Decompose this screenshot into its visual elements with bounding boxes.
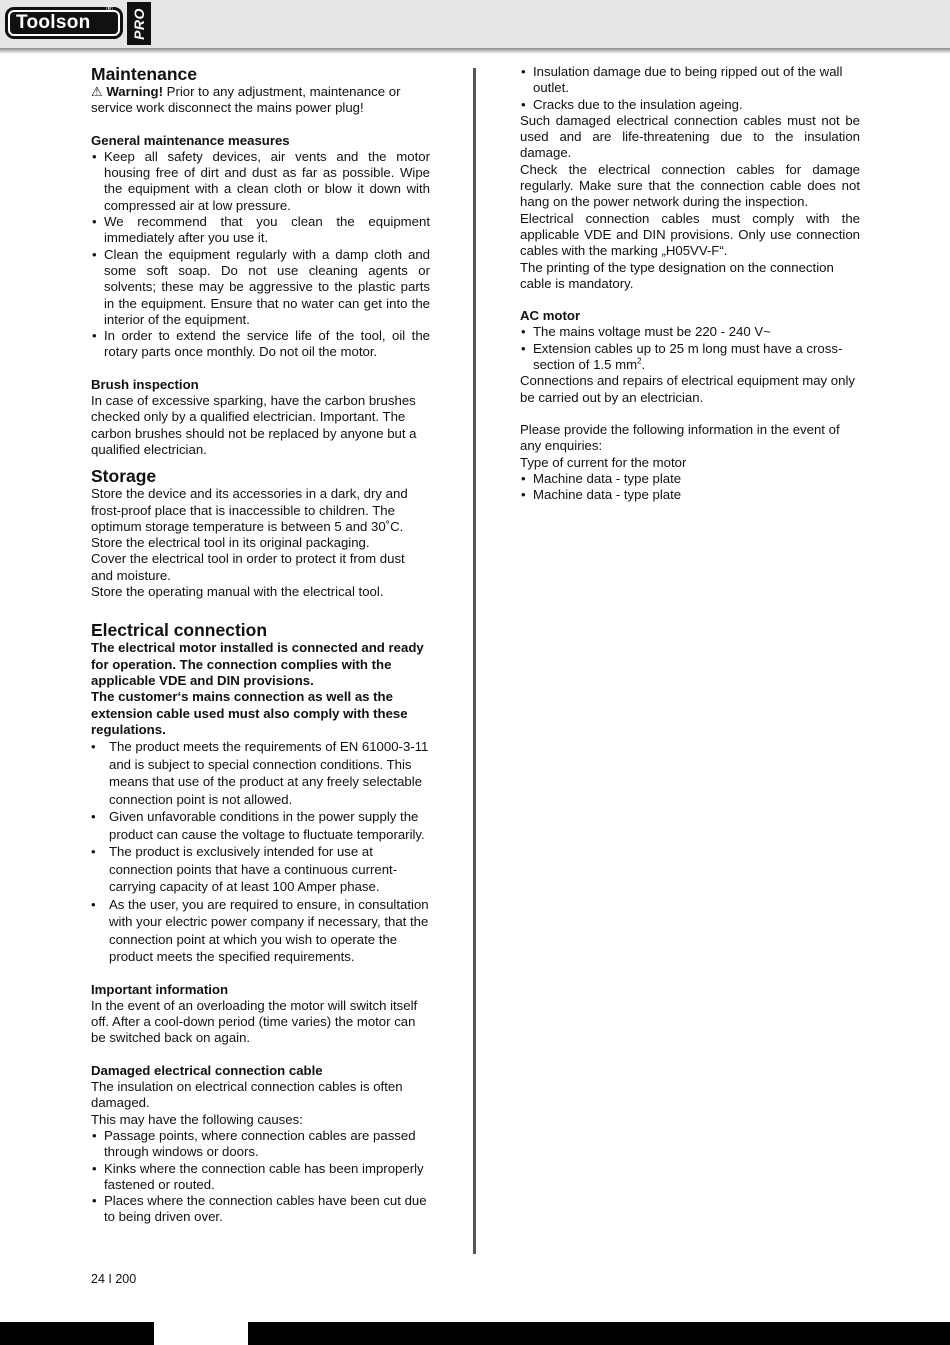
storage-line: Cover the electrical tool in order to protect it from dust and moisture. <box>91 551 405 583</box>
damaged-cable-causes-list <box>91 1128 430 1226</box>
enquiry-list <box>520 471 860 504</box>
header-shadow <box>0 48 950 54</box>
cable-paragraph: The printing of the type designation on the connection cable is mandatory. <box>520 259 834 291</box>
list-item: • We recommend that you clean the equipment immediately after you use it. <box>91 214 430 247</box>
damaged-cable-intro: The insulation on electrical connection cables is often damaged. <box>91 1079 403 1111</box>
list-item: • Passage points, where connection cables are passed through windows or doors. <box>91 1128 430 1161</box>
enquiry-current-type: Type of current for the motor <box>520 454 687 470</box>
general-maintenance-title: General maintenance measures <box>91 132 290 148</box>
cable-paragraph: Such damaged electrical connection cables must not be used and are life-threatening due to the insulation damage. <box>520 112 860 161</box>
brand-name: Toolson <box>8 10 120 36</box>
list-item: • Places where the connection cables have been cut due to being driven over. <box>91 1193 430 1226</box>
list-item: • In order to extend the service life of the tool, oil the rotary parts once monthly. Do not oil the motor. <box>91 328 430 361</box>
extension-cable-text: Extension cables up to 25 m long must have a cross-section of 1.5 mm <box>533 340 843 373</box>
electrical-requirements-list <box>91 738 430 966</box>
storage-title: Storage <box>91 466 157 487</box>
list-item: • The mains voltage must be 220 - 240 V~ <box>520 324 860 340</box>
ac-motor-paragraph: Connections and repairs of electrical equipment may only be carried out by an electrician. <box>520 373 855 405</box>
storage-line: Store the device and its accessories in a dark, dry and frost-proof place that is inaccessible to children. The optimum storage temperature is between 5 and 30˚C. Store the electrical tool in its original packaging. <box>91 486 408 551</box>
superscript: 2 <box>637 356 642 366</box>
list-item: • The product is exclusively intended for use at connection points that have a continuous current-carrying capacity of at least 100 Amper phase. <box>91 843 430 896</box>
important-information-text: In the event of an overloading the motor will switch itself off. After a cool-down period (time varies) the motor can be switched back on again. <box>91 997 418 1046</box>
storage-line: Store the operating manual with the electrical tool. <box>91 584 384 600</box>
maintenance-title: Maintenance <box>91 64 197 84</box>
warning-label: Warning! <box>106 84 163 99</box>
brush-inspection-text: In case of excessive sparking, have the carbon brushes checked only by a qualified electrician. Important. The carbon brushes should not be replaced by anyone but a qualified electrician. <box>91 393 417 457</box>
electrical-notice-1: The electrical motor installed is connected and ready for operation. The connection complies with the applicable VDE and DIN provisions. <box>91 640 424 688</box>
period: . <box>641 357 646 373</box>
list-item: • Keep all safety devices, air vents and the motor housing free of dirt and dust as far as possible. Wipe the equipment with a clean cloth or blow it down with compressed air at low pressure. <box>91 149 430 214</box>
enquiry-intro: Please provide the following information in the event of any enquiries: <box>520 421 840 454</box>
list-item: • Machine data - type plate <box>520 487 860 503</box>
list-item: • Clean the equipment regularly with a damp cloth and some soft soap. Do not use cleaning agents or solvents; these may be aggressive to the plastic parts in the equipment. Ensure that no water can get into the interior of the equipment. <box>91 247 430 328</box>
list-item: • Cracks due to the insulation ageing. <box>520 97 860 113</box>
damaged-cable-title: Damaged electrical connection cable <box>91 1062 323 1078</box>
left-column <box>91 64 430 1226</box>
warning-paragraph <box>91 84 430 117</box>
footer-bar <box>0 1322 950 1345</box>
important-information-title: Important information <box>91 981 228 997</box>
warning-triangle-icon: ⚠ <box>91 84 103 99</box>
page-number: 24 I 200 <box>91 1272 137 1286</box>
list-item: • Given unfavorable conditions in the power supply the product can cause the voltage to fluctuate temporarily. <box>91 808 430 843</box>
ac-motor-title: AC motor <box>520 308 581 324</box>
cable-paragraph: Check the electrical connection cables for damage regularly. Make sure that the connection cable does not hang on the power network during the inspection. <box>520 161 860 210</box>
list-item: • Machine data - type plate <box>520 471 860 487</box>
pro-badge-label: PRO <box>131 7 147 40</box>
pro-badge <box>127 2 151 45</box>
list-item: • Kinks where the connection cable has been improperly fastened or routed. <box>91 1161 430 1194</box>
cable-paragraph: Electrical connection cables must comply with the applicable VDE and DIN provisions. Only use connection cables with the marking „H05VV-F“. <box>520 210 860 259</box>
list-item: • The product meets the requirements of EN 61000-3-11 and is subject to special connection conditions. This means that use of the product at any freely selectable connection point is not allowed. <box>91 738 430 808</box>
electrical-notice-2: The customer‘s mains connection as well as the extension cable used must also comply with these regulations. <box>91 689 408 737</box>
list-item: • As the user, you are required to ensure, in consultation with your electric power company if necessary, that the connection point at which you wish to operate the product meets the specified requirements. <box>91 896 430 966</box>
brush-inspection-title: Brush inspection <box>91 376 199 392</box>
list-item <box>520 341 860 374</box>
right-column <box>520 64 860 503</box>
damaged-cable-causes-intro: This may have the following causes: <box>91 1111 303 1127</box>
general-maintenance-list <box>91 149 430 361</box>
registered-mark: ® <box>106 4 113 14</box>
footer-bar-gap <box>154 1322 248 1345</box>
electrical-connection-title: Electrical connection <box>91 620 268 641</box>
warning-text: Prior to any adjustment, maintenance or service work disconnect the mains power plug! <box>91 84 401 116</box>
ac-motor-list <box>520 324 860 373</box>
damage-causes-continued-list <box>520 64 860 113</box>
list-item: • Insulation damage due to being ripped out of the wall outlet. <box>520 64 860 97</box>
column-divider <box>473 68 476 1254</box>
